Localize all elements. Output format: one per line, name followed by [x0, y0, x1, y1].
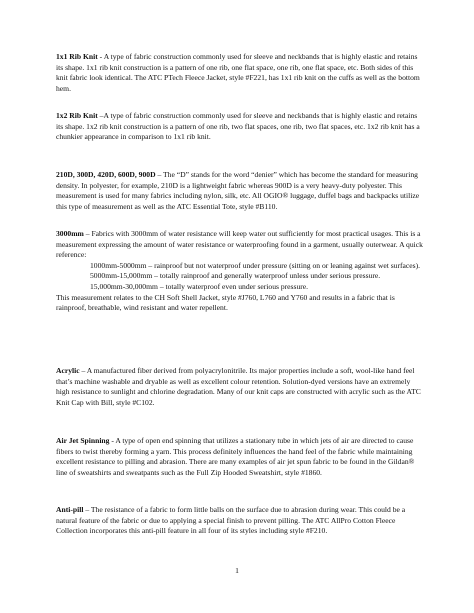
- entry-paragraph: [56, 366, 424, 408]
- entry-denier: [56, 170, 424, 212]
- entry-text: - A type of fabric construction commonly used for sleeve and neckbands that is highly elastic and retains its shape. 1x1 rib knit construction is a pattern of one rib, one flat space, one rib, one flat space, etc. Both sides of this knit fabric look identical. The ATC PTech Fleece Jacket, style #F221, has 1x1 rib knit on the cuffs as well as the bottom hem.: [56, 52, 420, 93]
- entry-term: 1x2 Rib Knit: [56, 111, 98, 120]
- entry-text: - A type of open end spinning that utilizes a stationary tube in which jets of air are directed to cause fibers to twist thereby forming a yarn. This process definitely influences the hand feel of the fabric while maintaining excellent resistance to pilling and abrasion. There are many examples of air jet spun fabric to be found in the Gildan® line of sweatshirts and sweatpants such as the Full Zip Hooded Sweatshirt, style #1860.: [56, 436, 415, 477]
- reference-range-3: 15,000mm-30,000mm – totally waterproof even under serious pressure.: [90, 281, 309, 291]
- entry-paragraph: [56, 505, 424, 537]
- entry-paragraph: [56, 229, 424, 261]
- entry-text: – Fabrics with 3000mm of water resistance will keep water out sufficiently for most practical usages. This is a measurement expressing the amount of water resistance or waterproofing found in a garment, usually outerwear. A quick reference:: [56, 229, 423, 260]
- entry-term: 210D, 300D, 420D, 600D, 900D: [56, 170, 156, 179]
- entry-anti-pill: [56, 505, 424, 537]
- entry-text: – A manufactured fiber derived from polyacrylonitrile. Its major properties include a soft, wool-like hand feel that’s machine washable and dryable as well as excellent colour retention. Solution-dyed versions have an extremely high resistance to sunlight and chlorine degradation. Many of our knit caps are constructed with acrylic such as the ATC Knit Cap with Bill, style #C102.: [56, 366, 421, 407]
- entry-1x2-rib-knit: [56, 111, 424, 143]
- reference-range-1: 1000mm-5000mm – rainproof but not waterproof under pressure (sitting on or leaning against wet surfaces).: [90, 260, 421, 270]
- entry-term: Anti-pill: [56, 505, 84, 514]
- entry-paragraph: [56, 52, 424, 94]
- entry-followup: This measurement relates to the CH Soft Shell Jacket, style #J760, L760 and Y760 and results in a fabric that is rainproof, breathable, wind resistant and water repellent.: [56, 292, 395, 313]
- page-number: 1: [235, 566, 239, 575]
- entry-1x1-rib-knit: [56, 52, 424, 94]
- entry-text: – The “D” stands for the word “denier” which has become the standard for measuring density. In polyester, for example, 210D is a lightweight fabric whereas 900D is a very heavy-duty polyester. This measurement is used for many fabrics including nylon, silk, etc. All OGIO® luggage, duffel bags and backpacks utilize this type of measurement as well as the ATC Essential Tote, style #B110.: [56, 170, 420, 211]
- entry-paragraph: [56, 170, 424, 212]
- entry-term: Air Jet Spinning: [56, 436, 110, 445]
- entry-text: – The resistance of a fabric to form little balls on the surface due to abrasion during wear. This could be a natural feature of the fabric or due to applying a special finish to prevent pilling. The ATC AllPro Cotton Fleece Collection incorporates this anti-pill feature in all four of its styles including style #F210.: [56, 505, 406, 536]
- entry-text: –A type of fabric construction commonly used for sleeve and neckbands that is highly elastic and retains its shape. 1x2 rib knit construction is a pattern of one rib, two flat spaces, one rib, two flat spaces, etc. 1x2 rib knit has a chunkier appearance in comparison to 1x1 rib knit.: [56, 111, 420, 142]
- reference-range-2: 5000mm-15,000mm – totally rainproof and generally waterproof unless under serious pressure.: [90, 271, 381, 281]
- entry-acrylic: [56, 366, 424, 408]
- entry-term: 1x1 Rib Knit: [56, 52, 98, 61]
- entry-term: 3000mm: [56, 229, 84, 238]
- entry-paragraph: [56, 111, 424, 143]
- entry-term: Acrylic: [56, 366, 80, 375]
- entry-air-jet-spinning: [56, 436, 424, 478]
- entry-3000mm: [56, 229, 424, 314]
- entry-paragraph: [56, 436, 424, 478]
